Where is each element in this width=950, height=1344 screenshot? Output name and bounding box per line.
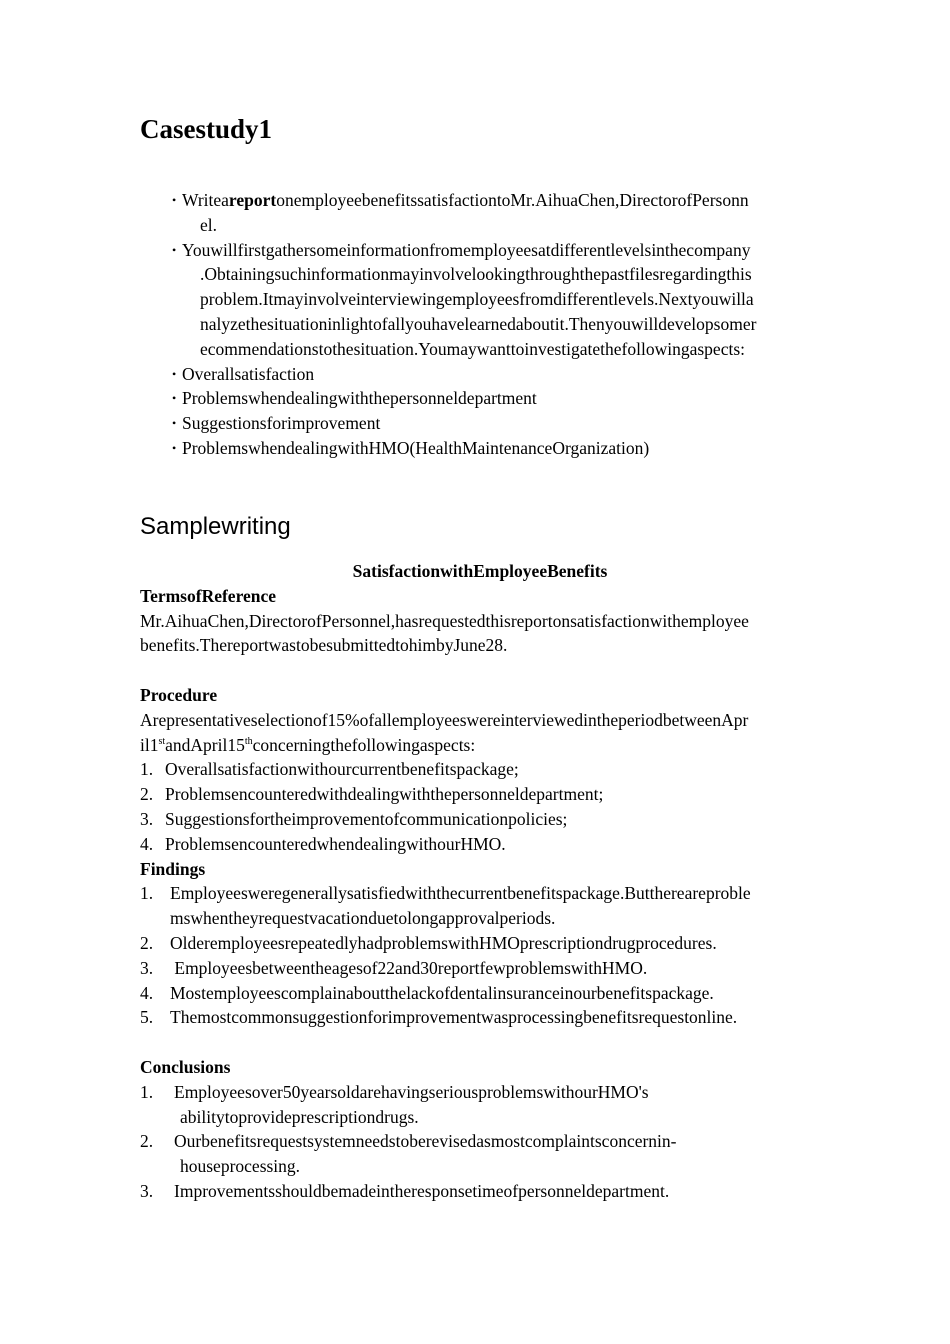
item-number: 4. — [140, 982, 154, 1003]
bullet-item-report — [172, 188, 822, 238]
bullet-item-gather-info — [172, 238, 822, 362]
item-number: 4. — [140, 833, 154, 854]
conclusion-item — [140, 1179, 820, 1204]
finding-item — [140, 981, 820, 1006]
bullet-item-suggestions — [172, 411, 822, 436]
item-number: 2. — [140, 784, 154, 805]
item-text: Employeesbetweentheagesof22and30reportfewproblemswithHMO. — [170, 957, 648, 978]
procedure-line — [140, 733, 820, 758]
bullet-marker: • — [172, 440, 177, 455]
bullet-marker: • — [172, 416, 177, 431]
item-continuation: houseprocessing. — [180, 1156, 301, 1177]
item-number: 5. — [140, 1007, 154, 1028]
item-number: 2. — [140, 1131, 154, 1152]
item-number: 1. — [140, 883, 154, 904]
bullet-marker: • — [172, 242, 177, 257]
conclusion-item — [140, 1080, 820, 1130]
bullet-item-personnel — [172, 386, 822, 411]
terms-line: benefits.ThereportwastobesubmittedtohimbyJune28. — [140, 635, 508, 656]
bullet-item-overall — [172, 362, 822, 387]
findings-heading: Findings — [140, 858, 206, 879]
procedure-item — [140, 782, 820, 807]
report-body — [140, 559, 820, 1204]
item-text: Employeesweregenerallysatisfiedwiththecurrentbenefitspackage.Butthereareproble — [170, 883, 751, 904]
bullet-text-part: Writea — [182, 190, 229, 210]
item-number: 2. — [140, 932, 154, 953]
conclusion-item — [140, 1129, 820, 1179]
bullet-text: Problemswhendealingwiththepersonneldepartment — [182, 388, 537, 409]
item-number: 1. — [140, 759, 154, 780]
item-text: ProblemsencounteredwhendealingwithourHMO. — [165, 833, 506, 854]
item-text: OlderemployeesrepeatedlyhadproblemswithHMOprescriptiondrugprocedures. — [170, 932, 717, 953]
procedure-item — [140, 757, 820, 782]
bullet-text: Overallsatisfaction — [182, 363, 315, 384]
procedure-text-part: andApril15 — [165, 734, 245, 755]
procedure-heading: Procedure — [140, 684, 218, 705]
report-title: SatisfactionwithEmployeeBenefits — [352, 561, 608, 581]
bullet-continuation: nalyzethesituationinlightofallyouhavelearnedaboutit.Thenyouwilldevelopsomer — [200, 313, 757, 334]
bullet-marker: • — [172, 193, 177, 207]
terms-heading: TermsofReference — [140, 585, 277, 606]
item-text: Problemsencounteredwithdealingwiththepersonneldepartment; — [165, 784, 604, 805]
bullet-continuation: .Obtainingsuchinformationmayinvolvelookingthroughthepastfilesregardingthis — [200, 264, 752, 285]
item-text: Ourbenefitsrequestsystemneedstoberevisedasmostcomplaintsconcernin- — [174, 1131, 677, 1152]
ordinal-suffix: th — [244, 735, 253, 747]
finding-item — [140, 956, 820, 981]
bullet-continuation: el. — [200, 214, 218, 235]
item-text: Overallsatisfactionwithourcurrentbenefitspackage; — [165, 759, 519, 780]
sample-writing-heading: Samplewriting — [140, 513, 291, 540]
item-continuation: abilitytoprovideprescriptiondrugs. — [180, 1106, 419, 1127]
item-number: 3. — [140, 1180, 154, 1201]
finding-item — [140, 931, 820, 956]
bullet-text: ProblemswhendealingwithHMO(HealthMaintenanceOrganization) — [182, 437, 650, 458]
procedure-item — [140, 832, 820, 857]
item-text: Employeesover50yearsoldarehavingseriousproblemswithourHMO's — [174, 1081, 649, 1102]
item-number: 1. — [140, 1081, 154, 1102]
finding-item — [140, 1005, 820, 1030]
finding-item — [140, 881, 820, 931]
bullet-continuation: ecommendationstothesituation.Youmaywanttoinvestigatethefollowingaspects: — [200, 338, 746, 359]
procedure-text-part: concerningthefollowingaspects: — [252, 734, 476, 755]
bullet-text: Youwillfirstgathersomeinformationfromemployeesatdifferentlevelsinthecompany — [182, 239, 751, 260]
bullet-text: Suggestionsforimprovement — [182, 413, 381, 434]
spacer — [140, 658, 820, 683]
bullet-bold-word: report — [228, 190, 277, 210]
item-text: Themostcommonsuggestionforimprovementwasprocessingbenefitsrequestonline. — [170, 1007, 738, 1028]
case-study-title: Casestudy1 — [140, 114, 273, 144]
item-text: Suggestionsfortheimprovementofcommunicationpolicies; — [165, 808, 568, 829]
task-bullet-list — [172, 188, 822, 461]
bullet-text — [182, 188, 822, 213]
bullet-marker: • — [172, 391, 177, 406]
procedure-line: Arepresentativeselectionof15%ofallemployeeswereinterviewedintheperiodbetweenApr — [140, 709, 749, 730]
bullet-text-part: onemployeebenefitssatisfactiontoMr.AihuaChen,DirectorofPersonn — [276, 190, 749, 210]
bullet-marker: • — [172, 366, 177, 381]
item-text: Improvementsshouldbemadeintheresponsetimeofpersonneldepartment. — [174, 1180, 670, 1201]
item-number: 3. — [140, 957, 154, 978]
procedure-text-part: il1 — [140, 734, 159, 755]
bullet-item-hmo — [172, 436, 822, 461]
item-number: 3. — [140, 808, 154, 829]
procedure-item — [140, 807, 820, 832]
terms-line: Mr.AihuaChen,DirectorofPersonnel,hasrequestedthisreportonsatisfactionwithemployee — [140, 610, 749, 631]
bullet-continuation: problem.Itmayinvolveinterviewingemployeesfromdifferentlevels.Nextyouwilla — [200, 289, 754, 310]
item-text: Mostemployeescomplainaboutthelackofdentalinsuranceinourbenefitspackage. — [170, 982, 714, 1003]
spacer — [140, 1030, 820, 1055]
item-continuation: mswhentheyrequestvacationduetolongapprovalperiods. — [170, 908, 556, 929]
conclusions-heading: Conclusions — [140, 1056, 231, 1077]
ordinal-suffix: st — [158, 735, 166, 747]
